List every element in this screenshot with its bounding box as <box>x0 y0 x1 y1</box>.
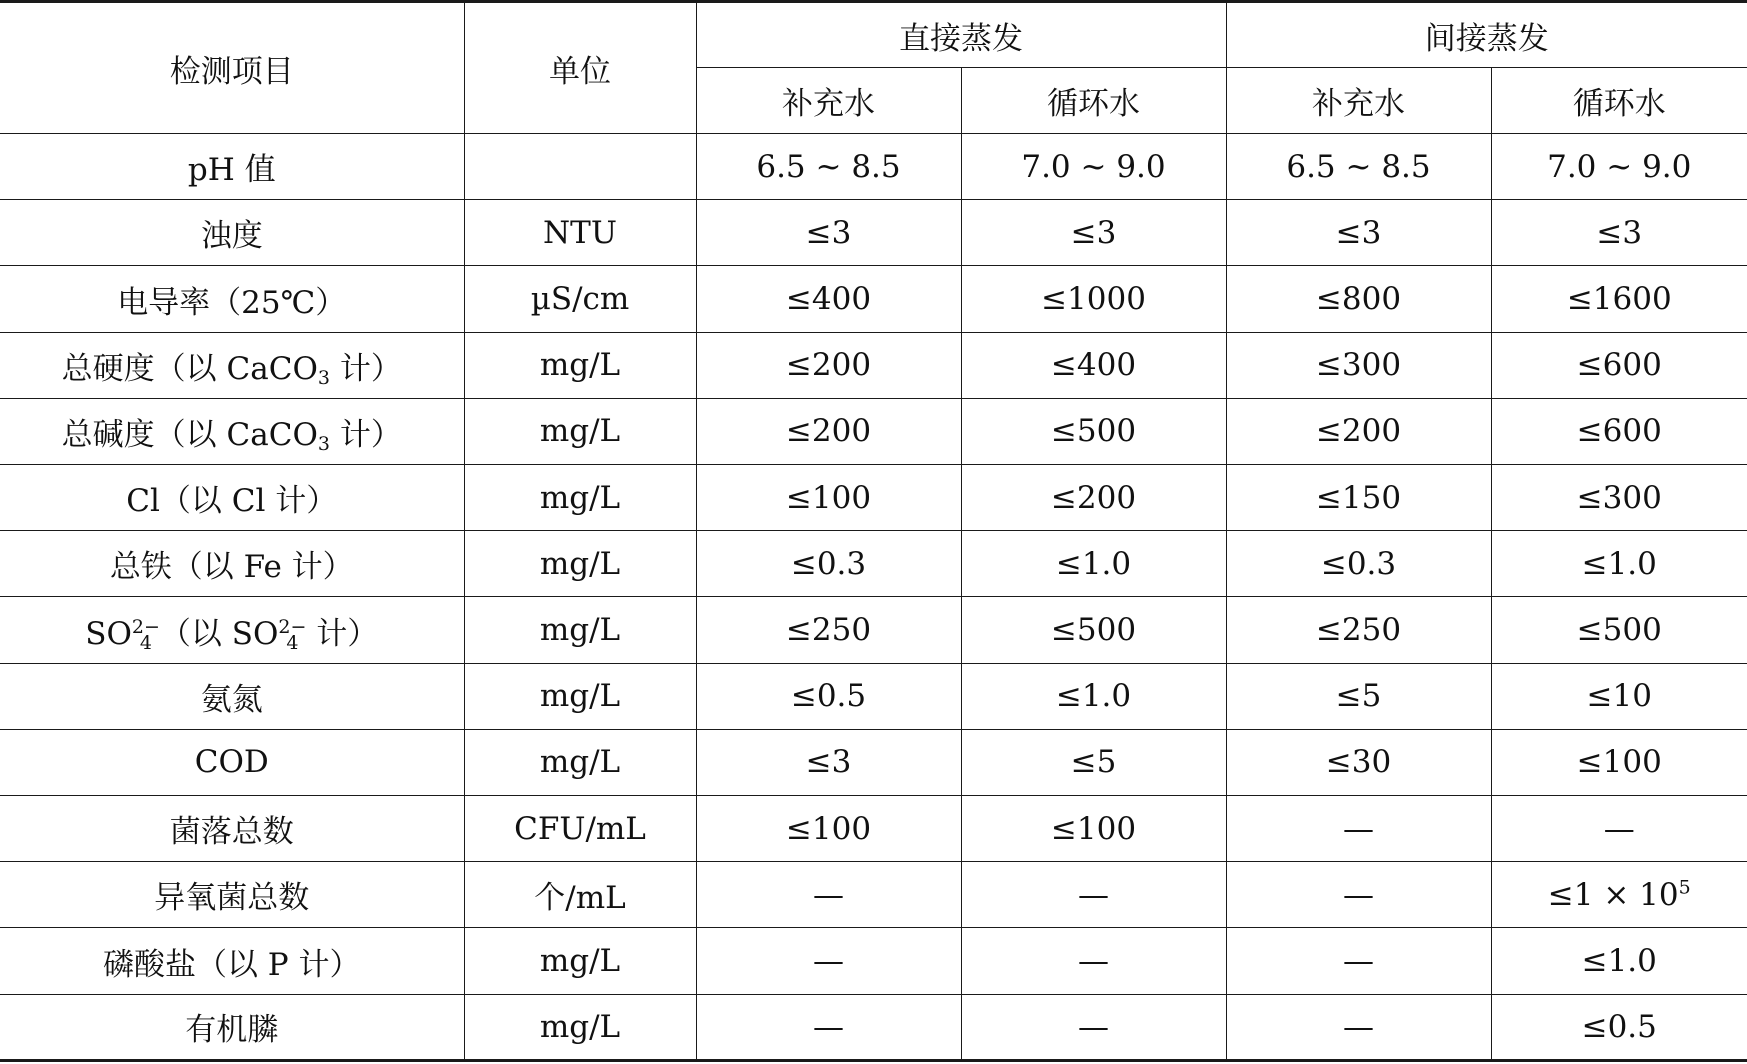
item-cell <box>0 796 464 862</box>
indirect-circulating-value <box>1491 134 1747 200</box>
item-cell <box>0 862 464 928</box>
indirect-circulating-value <box>1491 994 1747 1060</box>
value-text: ≤400 <box>1050 347 1137 384</box>
item-cell <box>0 729 464 795</box>
table-row <box>0 531 1747 597</box>
item-cell <box>0 531 464 597</box>
item-cell <box>0 928 464 994</box>
direct-makeup-value <box>696 531 961 597</box>
table-row <box>0 862 1747 928</box>
unit-cell: mg/L <box>464 597 696 663</box>
header-indirect-evaporation: 间接蒸发 <box>1226 2 1747 68</box>
item-cell <box>0 200 464 266</box>
value-text: ≤500 <box>1050 413 1137 450</box>
value-text: — <box>1078 876 1109 913</box>
value-text: ≤5 <box>1335 678 1382 715</box>
value-text: ≤600 <box>1576 347 1662 384</box>
indirect-circulating-value <box>1491 531 1747 597</box>
value-text: ≤100 <box>1050 810 1137 847</box>
value-text: ≤250 <box>785 612 872 649</box>
direct-circulating-value <box>961 332 1226 398</box>
value-text: ≤1000 <box>1041 281 1146 317</box>
direct-circulating-value <box>961 729 1226 795</box>
value-text: ≤1.0 <box>1581 943 1657 980</box>
item-cell <box>0 465 464 531</box>
indirect-circulating-value <box>1491 200 1747 266</box>
unit-cell: mg/L <box>464 994 696 1060</box>
value-text: ≤150 <box>1315 479 1402 516</box>
value-text: 6.5 ~ 8.5 <box>1286 148 1431 185</box>
item-text: 磷酸盐（以 P 计） <box>102 946 361 983</box>
value-text: ≤1600 <box>1566 281 1672 317</box>
item-text: 计） <box>306 615 379 652</box>
indirect-makeup-value <box>1226 531 1491 597</box>
direct-circulating-value <box>961 796 1226 862</box>
value-text: ≤800 <box>1315 281 1402 317</box>
table-row <box>0 597 1747 663</box>
direct-makeup-value <box>696 862 961 928</box>
header-direct-circulating: 循环水 <box>961 68 1226 134</box>
item-text: 总铁（以 Fe 计） <box>109 549 354 586</box>
item-text: 总碱度（以 CaCO <box>61 416 318 453</box>
table-row <box>0 465 1747 531</box>
item-text: 计） <box>329 416 402 453</box>
value-text: — <box>1078 1008 1109 1045</box>
value-text: — <box>1603 810 1635 847</box>
item-cell <box>0 134 464 200</box>
value-text: ≤5 <box>1070 744 1117 781</box>
value-exponent: 5 <box>1678 876 1691 899</box>
value-text: ≤0.3 <box>790 545 867 582</box>
unit-cell: NTU <box>464 200 696 266</box>
table-row <box>0 796 1747 862</box>
item-subscript: 3 <box>317 433 330 456</box>
value-text: ≤300 <box>1315 347 1402 384</box>
header-indirect-makeup: 补充水 <box>1226 68 1491 134</box>
value-text: ≤30 <box>1325 744 1392 781</box>
indirect-circulating-value <box>1491 266 1747 332</box>
item-text: Cl（以 Cl 计） <box>126 483 338 520</box>
value-text: ≤3 <box>805 744 852 781</box>
direct-makeup-value <box>696 928 961 994</box>
item-cell <box>0 398 464 464</box>
value-text: ≤200 <box>785 413 872 450</box>
indirect-makeup-value <box>1226 398 1491 464</box>
value-text: ≤200 <box>1050 479 1137 516</box>
direct-circulating-value <box>961 663 1226 729</box>
indirect-makeup-value <box>1226 597 1491 663</box>
value-text: ≤10 <box>1586 678 1652 715</box>
item-cell <box>0 994 464 1060</box>
unit-cell: CFU/mL <box>464 796 696 862</box>
value-text: 7.0 ~ 9.0 <box>1021 148 1166 185</box>
item-text: 异氧菌总数 <box>154 880 310 917</box>
value-text: ≤0.5 <box>1581 1008 1657 1045</box>
direct-makeup-value <box>696 465 961 531</box>
indirect-makeup-value <box>1226 796 1491 862</box>
direct-circulating-value <box>961 398 1226 464</box>
direct-makeup-value <box>696 597 961 663</box>
item-cell <box>0 266 464 332</box>
item-subscript: 4 <box>286 632 299 655</box>
item-text: pH 值 <box>187 152 276 189</box>
value-text: — <box>1343 810 1374 847</box>
value-text: 6.5 ~ 8.5 <box>756 148 901 185</box>
direct-circulating-value <box>961 134 1226 200</box>
direct-makeup-value <box>696 134 961 200</box>
value-text: ≤400 <box>785 281 872 317</box>
item-text: （以 SO <box>159 615 279 652</box>
unit-cell: mg/L <box>464 398 696 464</box>
indirect-makeup-value <box>1226 134 1491 200</box>
value-text: ≤500 <box>1576 612 1662 649</box>
unit-cell: 个/mL <box>464 862 696 928</box>
value-text: ≤0.5 <box>790 678 867 715</box>
value-text: ≤1.0 <box>1055 545 1132 582</box>
table-header <box>0 2 1747 134</box>
value-text: ≤3 <box>805 214 852 251</box>
indirect-circulating-value <box>1491 796 1747 862</box>
direct-circulating-value <box>961 266 1226 332</box>
item-script <box>317 354 330 390</box>
indirect-circulating-value <box>1491 398 1747 464</box>
value-text: 7.0 ~ 9.0 <box>1547 148 1692 185</box>
table-row <box>0 994 1747 1060</box>
item-superscript: 2− <box>131 616 160 639</box>
header-indirect-circulating: 循环水 <box>1491 68 1747 134</box>
indirect-makeup-value <box>1226 332 1491 398</box>
table-row <box>0 134 1747 200</box>
indirect-circulating-value <box>1491 465 1747 531</box>
item-subscript: 3 <box>317 367 330 390</box>
value-text: ≤1.0 <box>1055 678 1132 715</box>
value-text: ≤300 <box>1576 479 1662 516</box>
indirect-makeup-value <box>1226 465 1491 531</box>
direct-circulating-value <box>961 531 1226 597</box>
header-item: 检测项目 <box>0 2 464 134</box>
value-text: ≤1.0 <box>1581 545 1657 582</box>
value-text: ≤200 <box>785 347 872 384</box>
value-text: ≤3 <box>1070 214 1117 251</box>
indirect-makeup-value <box>1226 862 1491 928</box>
direct-makeup-value <box>696 332 961 398</box>
direct-makeup-value <box>696 729 961 795</box>
header-direct-evaporation: 直接蒸发 <box>696 2 1226 68</box>
item-cell <box>0 597 464 663</box>
header-unit: 单位 <box>464 2 696 134</box>
unit-cell: mg/L <box>464 332 696 398</box>
direct-makeup-value <box>696 398 961 464</box>
item-text: 总硬度（以 CaCO <box>61 350 318 387</box>
item-script <box>131 616 160 655</box>
value-text: — <box>1343 876 1374 913</box>
item-superscript: 2− <box>278 616 307 639</box>
indirect-makeup-value <box>1226 266 1491 332</box>
value-text: — <box>813 943 844 980</box>
item-text: 有机膦 <box>185 1012 279 1049</box>
indirect-makeup-value <box>1226 663 1491 729</box>
header-direct-makeup: 补充水 <box>696 68 961 134</box>
indirect-circulating-value <box>1491 597 1747 663</box>
value-text: — <box>813 876 844 913</box>
table-row <box>0 398 1747 464</box>
value-text: — <box>813 1008 844 1045</box>
unit-cell <box>464 134 696 200</box>
direct-makeup-value <box>696 663 961 729</box>
item-text: SO <box>85 615 132 652</box>
item-cell <box>0 332 464 398</box>
direct-circulating-value <box>961 465 1226 531</box>
value-text: — <box>1343 943 1374 980</box>
indirect-circulating-value <box>1491 862 1747 928</box>
value-text: — <box>1343 1008 1374 1045</box>
indirect-makeup-value <box>1226 200 1491 266</box>
item-text: 菌落总数 <box>169 814 294 851</box>
item-text: 氨氮 <box>200 681 263 718</box>
unit-cell: µS/cm <box>464 266 696 332</box>
item-text: 电导率（25℃） <box>117 284 347 321</box>
unit-cell: mg/L <box>464 531 696 597</box>
indirect-makeup-value <box>1226 928 1491 994</box>
item-text: COD <box>194 744 269 781</box>
value-text: ≤200 <box>1315 413 1402 450</box>
unit-cell: mg/L <box>464 729 696 795</box>
table-row <box>0 266 1747 332</box>
value-text: ≤250 <box>1315 612 1402 649</box>
item-text: 浊度 <box>200 218 263 255</box>
direct-makeup-value <box>696 796 961 862</box>
item-script <box>278 616 307 655</box>
unit-cell: mg/L <box>464 465 696 531</box>
direct-circulating-value <box>961 597 1226 663</box>
value-text: ≤100 <box>785 479 872 516</box>
value-text: ≤100 <box>785 810 872 847</box>
value-text: ≤500 <box>1050 612 1137 649</box>
item-text: 计） <box>329 350 402 387</box>
direct-circulating-value <box>961 200 1226 266</box>
indirect-circulating-value <box>1491 928 1747 994</box>
direct-makeup-value <box>696 266 961 332</box>
indirect-makeup-value <box>1226 729 1491 795</box>
value-text: ≤0.3 <box>1320 545 1397 582</box>
value-text: ≤1 × 10 <box>1547 876 1679 913</box>
item-cell <box>0 663 464 729</box>
value-text: — <box>1078 943 1109 980</box>
direct-makeup-value <box>696 200 961 266</box>
direct-circulating-value <box>961 994 1226 1060</box>
direct-makeup-value <box>696 994 961 1060</box>
value-text: ≤3 <box>1335 214 1382 251</box>
unit-cell: mg/L <box>464 663 696 729</box>
direct-circulating-value <box>961 928 1226 994</box>
indirect-circulating-value <box>1491 332 1747 398</box>
item-subscript: 4 <box>139 632 152 655</box>
table-row <box>0 663 1747 729</box>
table-row <box>0 200 1747 266</box>
value-text: ≤100 <box>1576 744 1662 781</box>
value-text: ≤600 <box>1576 413 1662 450</box>
value-text: ≤3 <box>1596 214 1643 251</box>
table-body <box>0 134 1747 1061</box>
direct-circulating-value <box>961 862 1226 928</box>
indirect-circulating-value <box>1491 729 1747 795</box>
table-row <box>0 729 1747 795</box>
item-script <box>317 420 330 456</box>
table-row <box>0 332 1747 398</box>
indirect-makeup-value <box>1226 994 1491 1060</box>
unit-cell: mg/L <box>464 928 696 994</box>
indirect-circulating-value <box>1491 663 1747 729</box>
table-row <box>0 928 1747 994</box>
